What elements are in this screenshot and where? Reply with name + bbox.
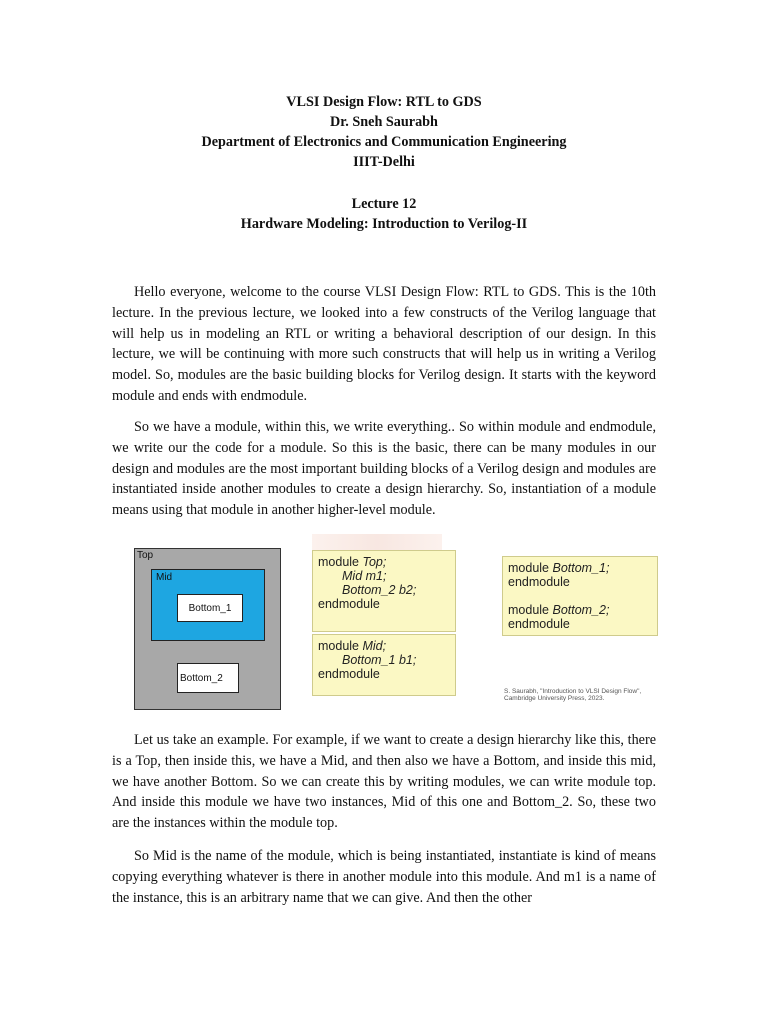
citation-line: Cambridge University Press, 2023. bbox=[504, 695, 605, 702]
keyword: module bbox=[508, 603, 553, 617]
endmodule-line: endmodule bbox=[318, 667, 380, 681]
bottom2-module-box: Bottom_2 bbox=[177, 663, 239, 693]
keyword: module bbox=[318, 639, 363, 653]
keyword: module bbox=[318, 555, 363, 569]
paragraph: So we have a module, within this, we write everything.. So within module and endmodule, we write our the code for a module. So this is the basic, there can be many modules in our design and modules are the most important building blocks of a Verilog design and modules are instantiated inside another modules to create a design hierarchy. So, instantiation of a module means using that module in another higher-level module. bbox=[112, 419, 656, 519]
instance-line: Mid m1; bbox=[342, 569, 387, 583]
keyword: module bbox=[508, 561, 553, 575]
document-header bbox=[0, 92, 768, 172]
mid-module-box bbox=[151, 569, 265, 641]
code-block-mid bbox=[312, 634, 456, 696]
paragraph: Let us take an example. For example, if we want to create a design hierarchy like this, there is a Top, then inside this, we have a Mid, and then also we have a Bottom, and inside this mid, we have another Bottom. So we can create this by writing modules, we can write module top. And inside this module we have two instances, Mid of this one and Bottom_2. So, these two are the instances within the module top. bbox=[112, 732, 656, 832]
institute-name: IIIT-Delhi bbox=[353, 154, 415, 170]
instance-line: Bottom_2 b2; bbox=[342, 583, 417, 597]
code-block-bottom bbox=[502, 556, 658, 636]
instance-line: Bottom_1 b1; bbox=[342, 653, 417, 667]
course-title: VLSI Design Flow: RTL to GDS bbox=[286, 94, 482, 110]
department-name: Department of Electronics and Communication Engineering bbox=[201, 134, 567, 150]
figure-citation bbox=[504, 688, 664, 702]
author-name: Dr. Sneh Saurabh bbox=[330, 114, 438, 130]
endmodule-line: endmodule bbox=[508, 617, 570, 631]
bottom1-module-box: Bottom_1 bbox=[177, 594, 243, 622]
top-module-label: Top bbox=[137, 550, 154, 561]
paragraph: Hello everyone, welcome to the course VLSI Design Flow: RTL to GDS. This is the 10th lecture. In the previous lecture, we looked into a few constructs of the Verilog language that will help us in modeling an RTL or writing a behavioral description of our design. In this lecture, we will be continuing with more such constructs that will help us in writing a Verilog model. So, modules are the basic building blocks for Verilog design. It starts with the keyword module and ends with endmodule. bbox=[112, 284, 656, 404]
module-name: Bottom_1; bbox=[552, 561, 610, 575]
endmodule-line: endmodule bbox=[508, 575, 570, 589]
top-module-box bbox=[134, 548, 281, 710]
mid-module-label: Mid bbox=[156, 572, 173, 583]
paragraph: So Mid is the name of the module, which is being instantiated, instantiate is kind of means copying everything whatever is there in another module into this module. And m1 is a name of the instance, this is an arbitrary name that we can give. And then the other bbox=[112, 848, 656, 906]
code-block-top bbox=[312, 550, 456, 632]
module-name: Top; bbox=[362, 555, 387, 569]
lecture-number: Lecture 12 bbox=[351, 196, 417, 212]
lecture-header bbox=[0, 194, 768, 234]
endmodule-line: endmodule bbox=[318, 597, 380, 611]
module-name: Bottom_2; bbox=[552, 603, 610, 617]
module-name: Mid; bbox=[362, 639, 387, 653]
citation-line: S. Saurabh, "Introduction to VLSI Design Flow", bbox=[504, 688, 642, 695]
lecture-title: Hardware Modeling: Introduction to Verilog-II bbox=[240, 216, 528, 232]
hierarchy-figure bbox=[112, 534, 668, 714]
